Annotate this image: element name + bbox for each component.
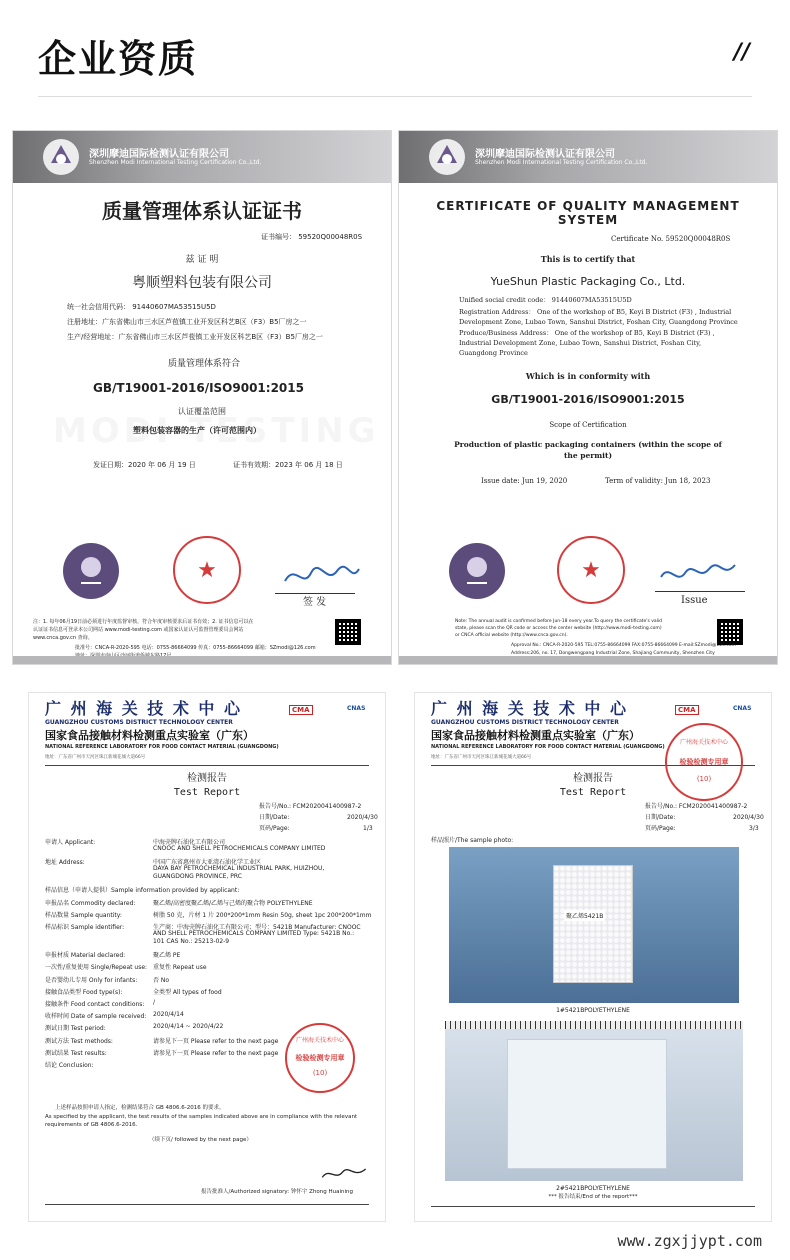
cma-badge: CMA bbox=[289, 705, 313, 715]
page-header bbox=[0, 0, 790, 105]
header-divider bbox=[38, 96, 752, 97]
certificate-en bbox=[398, 130, 778, 665]
test-report-page-3 bbox=[414, 692, 772, 1222]
stamp-text-3: (10) bbox=[696, 775, 712, 783]
footer-rule bbox=[45, 1204, 369, 1205]
qr-code bbox=[335, 619, 361, 645]
org-name-cn: 深圳摩迪国际检测认证有限公司 bbox=[89, 149, 229, 160]
cnas-badge: CNAS bbox=[347, 705, 366, 712]
field-value: 请参见下一页 Please refer to the next page bbox=[153, 1037, 279, 1045]
scope-line-1: Production of plastic packaging containers (within the scope of bbox=[454, 440, 722, 449]
conformity-label: Which is in conformity with bbox=[525, 371, 651, 381]
field-label: 样品数量 Sample quantity: bbox=[45, 911, 122, 919]
org-name-cn: 深圳摩迪国际检测认证有限公司 bbox=[475, 149, 615, 160]
footer-rule bbox=[431, 1206, 755, 1207]
field-label: 申报材质 Material declared: bbox=[45, 952, 126, 960]
report-page-label: 页码/Page: bbox=[259, 825, 290, 832]
issue-date: Issue date: Jun 19, 2020 bbox=[481, 477, 568, 485]
field-label: 测试结果 Test results: bbox=[45, 1049, 107, 1057]
field-label: 样品信息（申请人提供）Sample information provided by applicant: bbox=[45, 887, 240, 895]
standard: GB/T19001-2016/ISO9001:2015 bbox=[491, 393, 685, 406]
business-address-2: Industrial Development Zone, Lubao Town, Sanshui District, Foshan City, bbox=[459, 339, 702, 347]
red-seal bbox=[173, 536, 241, 604]
signature bbox=[657, 559, 737, 589]
bag-label: 聚乙烯5421B bbox=[564, 910, 605, 921]
certificate-number: 证书编号： 59520Q00048R0S bbox=[261, 233, 363, 241]
lion-seal-icon bbox=[449, 543, 505, 599]
lab-name-en: NATIONAL REFERENCE LABORATORY FOR FOOD CONTACT MATERIAL (GUANGDONG) bbox=[431, 744, 665, 750]
sample-caption-1: 1#5421BPOLYETHYLENE bbox=[556, 1007, 630, 1014]
page-title: 企业资质 bbox=[38, 37, 199, 81]
approval-info: Approval No.: CNCA-R-2020-595 TEL:0755-86664099 FAX:0755-86664099 E-mail:SZmodi@126.com bbox=[511, 643, 736, 648]
star-icon: ★ bbox=[581, 558, 601, 583]
resin-bag bbox=[553, 865, 633, 983]
inspection-stamp bbox=[285, 1023, 355, 1093]
red-seal bbox=[557, 536, 625, 604]
field-value: 重复性 Repeat use bbox=[153, 964, 207, 972]
scope-line-2: the permit) bbox=[563, 451, 613, 460]
certificate-title: 质量管理体系认证证书 bbox=[102, 199, 302, 223]
lion-logo-icon bbox=[427, 137, 467, 177]
signatory-signature bbox=[319, 1163, 369, 1185]
header-rule bbox=[45, 765, 369, 766]
certificate-cn bbox=[12, 130, 392, 665]
company-name: 粤顺塑料包装有限公司 bbox=[132, 275, 272, 291]
note-line-2: 认证证书信息可登录本公司网站 www.modi-testing.com 或国家认证认可监督管理委员会网站 bbox=[33, 627, 244, 633]
field-value: AND SHELL PETROCHEMICALS COMPANY LIMITED Type: 5421B No.: bbox=[153, 930, 355, 937]
certificate-footer bbox=[399, 656, 777, 664]
lab-name-cn: 国家食品接触材料检测重点实验室（广东） bbox=[431, 729, 640, 742]
report-number: 报告号/No.: FCM2020041400987-2 bbox=[645, 803, 748, 810]
end-of-report: *** 报告结束/End of the report*** bbox=[548, 1194, 638, 1200]
star-icon: ★ bbox=[197, 558, 217, 583]
conclusion-en-2: requirements of GB 4806.6-2016. bbox=[45, 1122, 138, 1128]
scope-label: Scope of Certification bbox=[549, 421, 627, 429]
report-title-cn: 检测报告 bbox=[187, 773, 227, 784]
credit-code: 统一社会信用代码： 91440607MA53515U5D bbox=[67, 303, 216, 311]
business-address: 生产/经营地址：广东省佛山市三水区芦苞镇工业开发区科艺B区（F3）B5厂房之一 bbox=[67, 333, 323, 341]
lab-title-cn: 广 州 海 关 技 术 中 心 bbox=[45, 699, 242, 718]
certificate-footer bbox=[13, 656, 391, 664]
field-value: 中国广东省惠州市大亚湾石油化学工业区 bbox=[153, 859, 262, 867]
modi-seal bbox=[63, 543, 119, 599]
field-value: 中海壳牌石油化工有限公司 bbox=[153, 839, 226, 846]
note-line-1: 注：1. 每年06月19日前必须进行年度监督审核，符合年度审核要求后证书有效；2. 证书信息可以在 bbox=[33, 619, 254, 625]
business-address-3: Guangdong Province bbox=[459, 349, 528, 357]
site-watermark: www.zgxjjypt.com bbox=[617, 1232, 762, 1250]
address-info: Address:206, no. 17, Dongwengpang Industrial Zone, Shajiang Community, Shenzhen City bbox=[511, 651, 715, 656]
stamp-text-1: 广州海关技术中心 bbox=[679, 739, 728, 746]
conclusion-cn: 上述样品按照申请人指定，检测结果符合 GB 4806.6-2016 的要求。 bbox=[55, 1105, 225, 1111]
header-decoration: // bbox=[733, 40, 750, 65]
field-value: 否 No bbox=[153, 976, 170, 984]
cma-badge: CMA bbox=[675, 705, 699, 715]
stamp-text-2: 检验检测专用章 bbox=[679, 758, 729, 766]
note-line-2: state, please scan the QR code or access the center website (http://www.modi-testing.com) bbox=[455, 626, 662, 631]
field-label: 地址 Address: bbox=[45, 859, 85, 867]
inspection-stamp bbox=[665, 723, 743, 801]
standard: GB/T19001-2016/ISO9001:2015 bbox=[93, 381, 304, 395]
field-label: 结论 Conclusion: bbox=[45, 1062, 94, 1069]
certify-text: This is to certify that bbox=[540, 254, 636, 264]
sample-photo-label: 样品照片/The sample photo: bbox=[431, 837, 514, 844]
report-page-label: 页码/Page: bbox=[645, 825, 676, 832]
field-value: CNOOC AND SHELL PETROCHEMICALS COMPANY LIMITED bbox=[153, 845, 326, 852]
field-value: 生产商：中海壳牌石油化工有限公司；型号：5421B Manufacturer: CNOOC bbox=[153, 924, 361, 931]
certify-text: 兹 证 明 bbox=[185, 255, 219, 265]
field-value: 请参见下一页 Please refer to the next page bbox=[153, 1049, 279, 1057]
stamp-text-1: 广州海关技术中心 bbox=[295, 1037, 344, 1044]
pe-sheet bbox=[507, 1039, 667, 1169]
authorized-signatory: 报告批准人/Authorized signatory: 钟怀宇 Zhong Huaining bbox=[201, 1189, 353, 1195]
lab-name-en: NATIONAL REFERENCE LABORATORY FOR FOOD CONTACT MATERIAL (GUANGDONG) bbox=[45, 744, 279, 750]
scope: 塑料包装容器的生产（许可范围内） bbox=[133, 426, 261, 435]
field-label: 测试方法 Test methods: bbox=[45, 1037, 113, 1045]
field-label: 申报品名 Commodity declared: bbox=[45, 899, 136, 907]
field-value: 树脂 50 克，片材 1 片 200*200*1mm Resin 50g, sheet 1pc 200*200*1mm bbox=[153, 911, 372, 919]
field-value: DAYA BAY PETROCHEMICAL INDUSTRIAL PARK, HUIZHOU, bbox=[153, 865, 325, 873]
org-name-en: Shenzhen Modi International Testing Certification Co.,Ltd. bbox=[475, 159, 648, 166]
field-label: 接触条件 Food contact conditions: bbox=[45, 1001, 145, 1008]
signature-line bbox=[275, 593, 355, 594]
validity-date: Term of validity: Jun 18, 2023 bbox=[605, 477, 711, 485]
certificate-banner bbox=[399, 131, 777, 183]
field-value: 聚乙烯/高密度聚乙烯/乙烯与己烯的聚合物 POLYETHYLENE bbox=[153, 899, 313, 907]
note-line-1: Note: The annual audit is confirmed before Jun-18 every year.To query the certificate's valid bbox=[455, 619, 663, 624]
credit-code: Unified social credit code： 91440607MA53515U5D bbox=[459, 296, 632, 304]
lab-title-en: GUANGZHOU CUSTOMS DISTRICT TECHNOLOGY CENTER bbox=[45, 719, 233, 726]
note-line-3: www.cnca.gov.cn 查询。 bbox=[33, 635, 93, 641]
lab-name-cn: 国家食品接触材料检测重点实验室（广东） bbox=[45, 729, 254, 742]
field-label: 申请人 Applicant: bbox=[45, 839, 96, 846]
report-title-en: Test Report bbox=[559, 787, 627, 798]
validity-date: 证书有效期：2023 年 06 月 18 日 bbox=[233, 461, 343, 469]
cnas-badge: CNAS bbox=[733, 705, 752, 712]
certificate-title-line-2: SYSTEM bbox=[557, 213, 619, 227]
field-value: GUANGDONG PROVINCE, PRC bbox=[153, 873, 242, 881]
field-value: 聚乙烯 PE bbox=[153, 952, 181, 960]
stamp-text-2: 检验检测专用章 bbox=[295, 1054, 345, 1062]
certificate-banner bbox=[13, 131, 391, 183]
scope-label: 认证覆盖范围 bbox=[178, 407, 226, 416]
business-address-1: Produce/Business Address： One of the workshop of B5, Keyi B District (F3) , bbox=[459, 329, 715, 337]
stamp-text-3: (10) bbox=[312, 1069, 328, 1077]
conformity-label: 质量管理体系符合 bbox=[168, 359, 241, 369]
sign-label: 签 发 bbox=[303, 597, 327, 608]
followed-note: （续下页/ followed by the next page） bbox=[149, 1137, 252, 1143]
report-date: 2020/4/30 bbox=[347, 814, 378, 821]
company-name: YueShun Plastic Packaging Co., Ltd. bbox=[490, 275, 686, 288]
sample-photo-2 bbox=[445, 1021, 743, 1181]
field-label: 是否婴幼儿专用 Only for infants: bbox=[45, 976, 138, 984]
report-title-cn: 检测报告 bbox=[573, 773, 613, 784]
field-label: 测试日期 Test period: bbox=[45, 1025, 106, 1033]
report-date: 2020/4/30 bbox=[733, 814, 764, 821]
report-number: 报告号/No.: FCM2020041400987-2 bbox=[259, 803, 362, 810]
sample-photo-1 bbox=[449, 847, 739, 1003]
signature-line bbox=[655, 591, 745, 592]
field-label: 样品标识 Sample identifier: bbox=[45, 924, 125, 931]
report-title-en: Test Report bbox=[173, 787, 241, 798]
lab-address: 地址：广东省广州市天河区珠江新城花城大道66号 bbox=[431, 755, 532, 760]
test-report-page-1 bbox=[28, 692, 386, 1222]
ruler bbox=[445, 1021, 743, 1029]
registration-address-2: Development Zone, Lubao Town, Sanshui District, Foshan City, Guangdong Province bbox=[459, 318, 738, 326]
conclusion-en-1: As specified by the applicant, the test results of the samples indicated above are in compliance with the relevant bbox=[45, 1114, 358, 1120]
report-date-label: 日期/Date: bbox=[645, 814, 676, 821]
note-line-3: or CNCA official website (http://www.cnca.gov.cn). bbox=[455, 633, 568, 638]
sample-caption-2: 2#5421BPOLYETHYLENE bbox=[556, 1185, 630, 1192]
certificate-number: Certificate No. 59520Q00048R0S bbox=[611, 235, 731, 243]
lion-seal-icon bbox=[63, 543, 119, 599]
qr-code bbox=[717, 619, 743, 645]
signature bbox=[281, 561, 361, 591]
certificate-title-line-1: CERTIFICATE OF QUALITY MANAGEMENT bbox=[436, 199, 740, 213]
registration-address: 注册地址：广东省佛山市三水区芦苞镇工业开发区科艺B区（F3）B5厂房之一 bbox=[67, 318, 307, 326]
report-page: 1/3 bbox=[363, 825, 373, 832]
field-value: 2020/4/14 ~ 2020/4/22 bbox=[153, 1023, 224, 1031]
modi-seal bbox=[449, 543, 505, 599]
issue-date: 发证日期：2020 年 06 月 19 日 bbox=[93, 461, 196, 469]
field-value: 全类型 All types of food bbox=[153, 988, 222, 996]
lion-logo-icon bbox=[41, 137, 81, 177]
field-value: / bbox=[153, 999, 156, 1006]
field-value: 2020/4/14 bbox=[153, 1011, 184, 1019]
field-label: 一次性/重复使用 Single/Repeat use: bbox=[45, 964, 148, 972]
field-label: 接触食品类型 Food type(s): bbox=[45, 988, 123, 996]
registration-address-1: Registration Address： One of the workshop of B5, Keyi B District (F3) , Industrial bbox=[459, 308, 732, 316]
lab-address: 地址：广东省广州市天河区珠江新城花城大道66号 bbox=[45, 755, 146, 760]
sign-label: Issue bbox=[681, 595, 708, 606]
org-name-en: Shenzhen Modi International Testing Certification Co.,Ltd. bbox=[89, 159, 262, 166]
report-date-label: 日期/Date: bbox=[259, 814, 290, 821]
field-label: 收样时间 Date of sample received: bbox=[45, 1013, 147, 1021]
report-page: 3/3 bbox=[749, 825, 759, 832]
field-value: 101 CAS No.: 25213-02-9 bbox=[153, 938, 230, 945]
approval-info: 批准号：CNCA-R-2020-595 电话：0755-86664099 传真：0755-86664099 邮箱：SZmodi@126.com bbox=[75, 645, 316, 651]
lab-title-en: GUANGZHOU CUSTOMS DISTRICT TECHNOLOGY CENTER bbox=[431, 719, 619, 726]
lab-title-cn: 广 州 海 关 技 术 中 心 bbox=[431, 699, 628, 718]
